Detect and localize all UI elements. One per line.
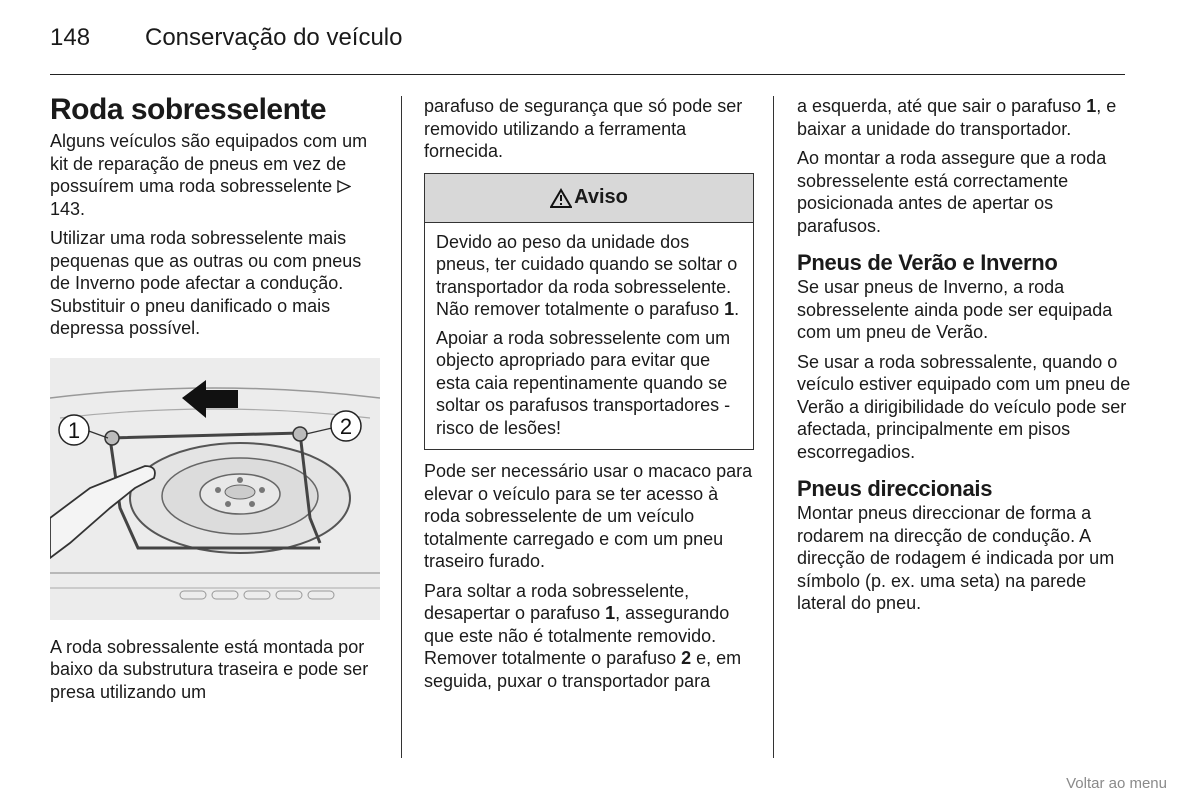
warning-paragraph: Apoiar a roda sobresselente com um objecto apropriado para evitar que esta caia repentinamente quando se soltar os parafusos transportadores - risco de lesões!: [436, 327, 731, 438]
paragraph: [424, 580, 754, 693]
column-divider: [773, 96, 774, 758]
arrow-reference-icon: [337, 180, 351, 193]
paragraph: Pode ser necessário usar o macaco para elevar o veículo para se ter acesso à roda sobresselente de um veículo totalmente carregado e com um pneu traseiro furado.: [424, 461, 753, 571]
paragraph: Se usar a roda sobressalente, quando o veículo estiver equipado com um pneu de Verão a dirigibilidade do veículo pode ser afectada, principalmente em pisos escorregadios.: [797, 351, 1131, 462]
paragraph: [50, 130, 385, 220]
subheading-directional: Pneus direccionais: [797, 476, 993, 501]
warning-header: [425, 174, 753, 223]
page-number: 148: [50, 24, 91, 51]
column-1: [50, 92, 385, 710]
column-2: [424, 95, 754, 699]
paragraph: parafuso de segurança que só pode ser removido utilizando a ferramenta fornecida.: [424, 96, 743, 161]
page-header: [50, 24, 402, 60]
callout-1: 1: [67, 417, 81, 443]
warning-paragraph: [436, 231, 743, 321]
callout-2: 2: [339, 413, 353, 439]
bold-ref: 1: [724, 299, 735, 319]
section-title: Roda sobresselente: [50, 93, 327, 126]
paragraph: [797, 95, 1132, 140]
column-3: [797, 95, 1132, 622]
spare-wheel-illustration: [50, 358, 380, 620]
text: a esquerda, até que sair o parafuso: [797, 96, 1087, 116]
text: e, em seguida, puxar o transportador para: [424, 648, 742, 691]
subheading-summer-winter: Pneus de Verão e Inverno: [797, 250, 1058, 275]
column-divider: [401, 96, 402, 758]
warning-triangle-icon: [550, 188, 572, 208]
text: Devido ao peso da unidade dos pneus, ter cuidado quando se soltar o transportador da roda sobresselente. Não remover totalmente o parafuso: [436, 231, 738, 319]
paragraph: A roda sobressalente está montada por baixo da substrutura traseira e pode ser presa utilizando um: [50, 636, 369, 702]
text: , assegurando que este não é totalmente removido. Remover totalmente o parafuso: [424, 603, 730, 668]
back-to-menu-link[interactable]: Voltar ao menu: [1066, 775, 1167, 792]
paragraph: Utilizar uma roda sobresselente mais pequenas que as outras ou com pneus de Inverno pode afectar a condução. Substituir o pneu danificado o mais depressa possível.: [50, 228, 362, 338]
header-rule: [50, 74, 1125, 75]
bold-ref: 1: [1086, 96, 1097, 116]
bold-ref: 1: [605, 603, 616, 623]
warning-box: [424, 173, 754, 451]
paragraph: Montar pneus direccionar de forma a rodarem na direcção de condução. A direcção de rodagem é indicada por um símbolo (p. ex. uma seta) na parede lateral do pneu.: [797, 503, 1115, 613]
text: , e baixar a unidade do transportador.: [797, 96, 1117, 139]
warning-title: Aviso: [574, 186, 628, 209]
paragraph-text: Alguns veículos são equipados com um kit de reparação de pneus em vez de possuírem uma roda sobresselente: [50, 131, 368, 196]
text: .: [734, 299, 740, 319]
warning-body: [425, 223, 753, 450]
paragraph: Ao montar a roda assegure que a roda sobresselente está correctamente posicionada antes de apertar os parafusos.: [797, 148, 1107, 236]
running-title: Conservação do veículo: [145, 24, 403, 51]
paragraph: Se usar pneus de Inverno, a roda sobresselente ainda pode ser equipada com um pneu de Verão.: [797, 277, 1113, 342]
page-reference[interactable]: 143.: [50, 198, 86, 219]
text: Para soltar a roda sobresselente, desapertar o parafuso: [424, 580, 690, 623]
bold-ref: 2: [681, 648, 692, 668]
